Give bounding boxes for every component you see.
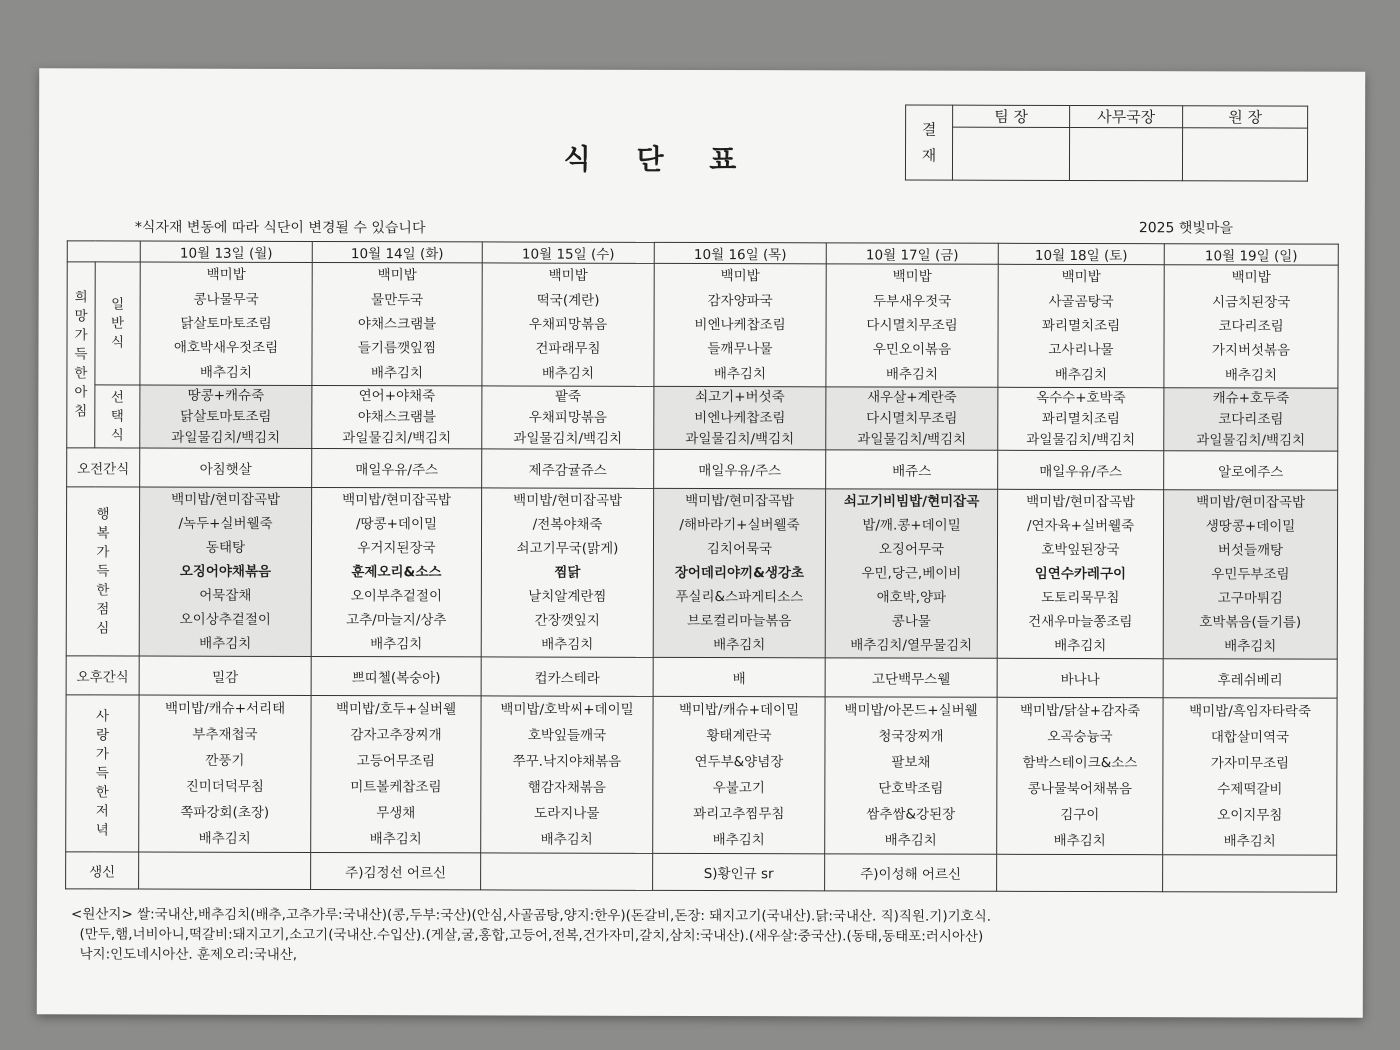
- menu-item: 백미밥: [377, 267, 417, 284]
- menu-item: 백미밥: [720, 268, 760, 285]
- select-menu-cell: [826, 387, 998, 450]
- am_snack-cell: 알로에주스: [1164, 451, 1338, 490]
- menu-item: 백미밥: [892, 268, 932, 285]
- menu-item: 연두부&양념장: [694, 753, 784, 771]
- approval-sign-office-director: [1069, 127, 1182, 180]
- breakfast-general-row: [67, 262, 1338, 388]
- am-snack-label: 오전간식: [67, 448, 140, 487]
- menu-item: 과일물김치/백김치: [857, 431, 967, 448]
- menu-item: 백미밥/호두+실버웰: [335, 701, 457, 718]
- menu-item: 쇠고기무국(맑게): [516, 540, 619, 557]
- menu-item: 들기름깻잎찜: [357, 340, 437, 357]
- menu-item: 백미밥/캐슈+서리태: [164, 700, 286, 717]
- menu-item: 배추김치: [540, 831, 593, 848]
- approval-sign-team-leader: [952, 127, 1069, 180]
- approval-label: [905, 105, 952, 180]
- menu-item: 우민두부조림: [1211, 566, 1290, 583]
- menu-item: 백미밥/현미잡곡밥: [1026, 493, 1136, 511]
- lunch-menu-cell: [481, 488, 653, 657]
- menu-item: 호박잎들깨국: [527, 727, 607, 744]
- menu-item: 우채피망볶음: [528, 409, 607, 426]
- lunch-menu-cell: [1163, 490, 1337, 659]
- menu-item: 새우살+계란죽: [867, 389, 957, 406]
- menu-item: 팥죽: [554, 388, 581, 406]
- breakfast-label: 희 망 가 득 한 아 침: [67, 262, 95, 448]
- menu-item: 배추김치: [1054, 366, 1108, 383]
- birthday-cell: [481, 853, 653, 890]
- menu-item: 건파래무침: [535, 340, 601, 358]
- menu-item: 백미밥/현미잡곡밥: [1196, 494, 1306, 511]
- menu-item: 우채피망볶음: [528, 316, 608, 333]
- menu-item: 무생채: [376, 805, 416, 822]
- general-menu-cell: [1164, 265, 1338, 388]
- am_snack-cell: 아침햇살: [140, 448, 312, 487]
- general-meal-label: 일 반 식: [95, 262, 140, 385]
- day-header: 10월 18일 (토): [998, 243, 1164, 264]
- approval-label-text: 결 재: [921, 120, 937, 165]
- menu-item: 훈제오리&소스: [351, 564, 442, 581]
- menu-item: 들깨무나물: [707, 341, 773, 358]
- menu-item: 꽈리멸치조림: [1041, 410, 1120, 428]
- menu-item: 임연수카레구이: [1034, 565, 1127, 583]
- menu-item: 배추김치: [199, 364, 253, 381]
- menu-item: 배추김치: [1053, 832, 1106, 850]
- menu-item: 배추김치: [885, 366, 939, 383]
- menu-item: 팔보채: [891, 754, 931, 771]
- menu-item: 코다리조림: [1218, 411, 1284, 428]
- menu-item: 쇠고기+버섯죽: [695, 389, 785, 406]
- menu-item: 백미밥/호박씨+데이밀: [500, 701, 634, 718]
- am_snack-cell: 매일우유/주스: [312, 448, 482, 487]
- menu-item: 두부새우젓국: [872, 293, 952, 310]
- am_snack-cell: 제주감귤쥬스: [482, 449, 654, 488]
- menu-item: 김치어묵국: [706, 541, 773, 558]
- menu-item: 과일물김치/백김치: [1196, 431, 1306, 449]
- menu-item: 고추/마늘지/상추: [346, 612, 447, 629]
- menu-item: 호박볶음(들기름): [1199, 614, 1302, 631]
- general-menu-cell: [654, 263, 826, 386]
- birthday-cell: 주)김정선 어르신: [311, 852, 481, 889]
- origin-line: (만두,햄,너비아니,떡갈비:돼지고기,소고기(국내산.수입산).(게살,굴,홍합,고등어,전복,건가자미,갈치,삼치:국내산).(새우살:중국산).(동태,동태포:러시아산): [70, 926, 984, 945]
- facility-name: 2025 햇빛마을: [1138, 220, 1234, 237]
- day-header: 10월 16일 (목): [654, 242, 826, 263]
- pm_snack-cell: 고단백무스웰: [825, 658, 997, 697]
- menu-item: 쪽파강회(초장): [180, 804, 270, 821]
- menu-item: 과일물김치/백김치: [171, 429, 281, 446]
- origin-line: <원산지> 쌀:국내산,배추김치(배추,고추가루:국내산)(콩,두부:국산)(안심,사골곰탕,양지:한우)(돈갈비,돈장: 돼지고기(국내산).닭:국내산. 직)직원.기)기호식.: [71, 906, 992, 925]
- corner-cell: [67, 241, 140, 262]
- lunch-menu-cell: [139, 487, 311, 656]
- menu-item: 배추김치: [199, 635, 252, 652]
- menu-item: 우불고기: [712, 780, 765, 797]
- menu-item: 오이지무침: [1217, 807, 1283, 824]
- menu-item: 배추김치: [369, 831, 422, 848]
- menu-item: 감자양파국: [707, 292, 773, 309]
- menu-item: 과일물김치/백김치: [685, 430, 795, 447]
- select-menu-cell: [998, 387, 1164, 450]
- pm-snack-label: 오후간식: [66, 656, 139, 695]
- menu-item: 쭈꾸.낙지야채볶음: [512, 753, 622, 770]
- approval-box: [905, 105, 1308, 182]
- menu-item: 배추김치: [541, 365, 595, 382]
- menu-item: /전복야채죽: [532, 516, 603, 533]
- menu-item: 오징어야채볶음: [179, 563, 272, 580]
- dinner-label: 사 랑 가 득 한 저 녁: [66, 695, 139, 852]
- am_snack-cell: 매일우유/주스: [654, 449, 826, 488]
- origin-line: 낙지:인도네시아산. 훈제오리:국내산,: [70, 946, 298, 963]
- menu-item: 백미밥: [206, 266, 246, 283]
- menu-item: 땅콩+캐슈죽: [187, 387, 265, 405]
- menu-item: 푸실리&스파게티소스: [675, 588, 804, 606]
- menu-item: 오징어무국: [878, 541, 945, 558]
- birthday-cell: S)황인규 sr: [653, 853, 825, 890]
- menu-item: 백미밥: [1061, 269, 1101, 286]
- select-menu-cell: [1164, 388, 1338, 451]
- menu-item: 배추김치: [1223, 833, 1276, 850]
- menu-item: 배추김치: [198, 830, 251, 847]
- menu-item: 수제떡갈비: [1217, 781, 1283, 798]
- menu-item: 캐슈+호두죽: [1212, 390, 1290, 407]
- approval-sign-director: [1182, 128, 1307, 181]
- menu-item: 함박스테이크&소스: [1022, 754, 1138, 772]
- dinner-menu-cell: [139, 695, 311, 852]
- menu-item: 백미밥/아몬드+실버웰: [844, 702, 978, 719]
- menu-item: /녹두+실버웰죽: [178, 515, 273, 532]
- menu-item: 황태계란국: [706, 728, 772, 745]
- pm_snack-cell: 배: [653, 657, 825, 696]
- menu-item: 백미밥: [548, 267, 588, 284]
- dinner-menu-cell: [997, 697, 1163, 854]
- am-snack-row: [67, 448, 1338, 490]
- approval-role-office-director: 사무국장: [1070, 105, 1183, 127]
- menu-item: 배추김치: [370, 364, 424, 382]
- menu-item: 단호박조림: [878, 780, 944, 797]
- menu-item: 미트볼케찹조림: [350, 779, 442, 796]
- origin-notice: [71, 904, 991, 966]
- menu-item: 도토리묵무침: [1041, 589, 1120, 607]
- menu-item: 야채스크램블: [357, 316, 437, 333]
- menu-item: 부추재첩국: [192, 726, 258, 743]
- breakfast-select-row: [67, 385, 1338, 451]
- menu-item: 고사리나물: [1048, 342, 1114, 359]
- menu-item: 우민오이볶음: [872, 341, 952, 359]
- menu-item: 닭살토마토조림: [180, 315, 272, 332]
- menu-item: 백미밥/현미잡곡밥: [171, 491, 281, 508]
- menu-item: /땅콩+데이밀: [355, 516, 438, 533]
- menu-item: 오이부추겉절이: [350, 588, 443, 605]
- birthday-cell: [997, 854, 1163, 891]
- menu-item: 옥수수+호박죽: [1036, 390, 1126, 407]
- menu-item: 백미밥/현미잡곡밥: [685, 492, 795, 510]
- menu-item: 찜닭: [554, 564, 581, 581]
- menu-item: 우민,당근,베이비: [861, 565, 962, 582]
- general-menu-cell: [140, 262, 312, 385]
- weekly-menu-table: [65, 240, 1339, 892]
- menu-item: 물만두국: [371, 291, 424, 308]
- menu-item: 생땅콩+데이밀: [1205, 518, 1296, 535]
- select-menu-cell: [140, 385, 312, 448]
- menu-item: 브로컬리마늘볶음: [687, 612, 792, 630]
- day-header: 10월 14일 (화): [312, 241, 482, 262]
- menu-item: 콩나물북어채볶음: [1027, 780, 1133, 798]
- menu-item: 동태탕: [205, 539, 246, 556]
- day-header: 10월 17일 (금): [826, 243, 998, 264]
- menu-item: 비엔나케찹조림: [694, 316, 786, 334]
- menu-item: 도라지나물: [534, 805, 600, 822]
- birthday-cell: 주)이성해 어르신: [825, 854, 997, 891]
- menu-item: 닭살토마토조림: [180, 408, 272, 425]
- menu-item: 진미더덕무침: [185, 778, 265, 795]
- menu-item: 야채스크램블: [357, 409, 436, 426]
- menu-item: 오이상추겉절이: [179, 611, 271, 628]
- menu-item: 다시멸치무조림: [866, 410, 958, 427]
- menu-item: 우거지된장국: [357, 540, 436, 557]
- day-header: 10월 19일 (일): [1164, 244, 1338, 265]
- dinner-menu-cell: [825, 697, 997, 854]
- pm-snack-row: [66, 656, 1337, 698]
- menu-item: 감자고추장찌개: [350, 727, 442, 744]
- approval-role-director: 원 장: [1183, 106, 1308, 128]
- menu-item: 백미밥/캐슈+데이밀: [678, 701, 800, 719]
- menu-item: 백미밥/흑임자타락죽: [1189, 703, 1312, 720]
- menu-item: 간장깻잎지: [534, 612, 600, 629]
- general-menu-cell: [826, 264, 998, 387]
- menu-item: 햄감자채볶음: [527, 779, 607, 796]
- menu-item: 김구이: [1060, 806, 1100, 824]
- general-menu-cell: [482, 263, 654, 386]
- menu-item: 배추김치: [541, 636, 594, 653]
- menu-item: 청국장찌개: [878, 728, 944, 745]
- menu-item: 건새우마늘쫑조림: [1028, 613, 1133, 631]
- menu-item: 다시멸치무조림: [866, 317, 958, 334]
- lunch-menu-cell: [825, 489, 997, 658]
- menu-item: 콩나물무국: [193, 291, 259, 308]
- menu-sheet: [37, 68, 1365, 1017]
- birthday-cell: [1163, 855, 1337, 892]
- menu-item: 애호박새우젓조림: [173, 339, 279, 357]
- menu-item: 쇠고기비빔밥/현미잡곡: [843, 493, 980, 510]
- menu-item: 배추김치/열무물김치: [850, 637, 973, 654]
- lunch-row: [66, 487, 1337, 659]
- menu-item: 애호박,양파: [876, 589, 947, 606]
- menu-item: 가자미무조림: [1210, 755, 1290, 772]
- menu-item: 배추김치: [713, 637, 766, 654]
- select-meal-label: 선 택 식: [95, 385, 140, 448]
- menu-item: /해바라기+실버웰죽: [679, 516, 800, 534]
- dinner-menu-cell: [653, 696, 825, 853]
- menu-item: 고등어무조림: [356, 753, 436, 770]
- menu-item: 연어+야채죽: [358, 388, 436, 405]
- menu-item: 백미밥/현미잡곡밥: [342, 492, 452, 509]
- menu-item: 배추김치: [884, 832, 937, 849]
- menu-item: 날치알계란찜: [528, 588, 607, 605]
- menu-item: 가지버섯볶음: [1211, 342, 1291, 359]
- pm_snack-cell: 쁘띠첼(복숭아): [311, 656, 481, 695]
- menu-item: 배추김치: [712, 832, 765, 849]
- dinner-menu-cell: [311, 695, 481, 852]
- day-header: 10월 15일 (수): [482, 242, 654, 263]
- pm_snack-cell: 후레쉬베리: [1163, 659, 1337, 698]
- menu-item: 비엔나케찹조림: [694, 409, 786, 427]
- menu-item: 꽈리고추찜무침: [693, 805, 785, 823]
- menu-item: 떡국(계란): [536, 292, 600, 309]
- menu-item: 배추김치: [1224, 638, 1277, 655]
- select-menu-cell: [654, 386, 826, 449]
- pm_snack-cell: 밀감: [139, 656, 311, 695]
- pm_snack-cell: 컵카스테라: [481, 657, 653, 696]
- day-header: 10월 13일 (월): [140, 241, 312, 262]
- menu-item: 과일물김치/백김치: [1026, 431, 1136, 448]
- menu-item: 장어데리야끼&생강초: [674, 564, 805, 582]
- menu-item: 과일물김치/백김치: [342, 429, 452, 446]
- menu-item: 배추김치: [1224, 367, 1278, 384]
- menu-item: 코다리조림: [1218, 318, 1284, 335]
- menu-item: 버섯들깨탕: [1217, 542, 1284, 559]
- general-menu-cell: [312, 262, 482, 385]
- menu-item: 대합살미역국: [1210, 729, 1290, 746]
- menu-item: 콩나물: [891, 613, 931, 630]
- menu-item: /연자육+실버웰죽: [1026, 517, 1135, 535]
- general-menu-cell: [998, 264, 1164, 387]
- birthday-label: 생신: [66, 852, 139, 889]
- menu-item: 밥/깨.콩+데이밀: [862, 517, 961, 534]
- birthday-row: [66, 852, 1337, 892]
- menu-item: 백미밥/현미잡곡밥: [513, 492, 623, 509]
- change-notice: *식자재 변동에 따라 식단이 변경될 수 있습니다: [134, 219, 426, 237]
- menu-item: 오곡숭늉국: [1047, 728, 1113, 746]
- lunch-menu-cell: [997, 489, 1163, 658]
- menu-item: 고구마튀김: [1217, 590, 1283, 607]
- menu-item: 배추김치: [713, 365, 767, 382]
- dinner-menu-cell: [481, 696, 653, 853]
- am_snack-cell: 매일우유/주스: [998, 450, 1164, 489]
- menu-item: 배추김치: [1054, 637, 1107, 655]
- menu-item: 사골곰탕국: [1048, 293, 1114, 310]
- select-menu-cell: [312, 385, 482, 448]
- am_snack-cell: 배쥬스: [826, 450, 998, 489]
- lunch-menu-cell: [653, 488, 825, 657]
- lunch-label: 행 복 가 득 한 점 심: [66, 487, 139, 656]
- approval-role-team-leader: 팀 장: [953, 105, 1070, 127]
- lunch-menu-cell: [311, 487, 481, 656]
- menu-item: 백미밥/닭살+감자죽: [1019, 702, 1141, 720]
- menu-item: 꽈리멸치조림: [1041, 317, 1121, 335]
- select-menu-cell: [482, 386, 654, 449]
- menu-item: 과일물김치/백김치: [513, 430, 623, 447]
- birthday-cell: [139, 852, 311, 889]
- menu-item: 배추김치: [370, 636, 423, 653]
- dinner-menu-cell: [1163, 698, 1337, 855]
- menu-item: 시금치된장국: [1211, 293, 1291, 311]
- menu-item: 어묵잡채: [199, 587, 252, 604]
- pm_snack-cell: 바나나: [997, 658, 1163, 697]
- page-title: 식 단 표: [563, 142, 755, 177]
- menu-item: 백미밥: [1231, 269, 1271, 286]
- menu-item: 깐풍기: [205, 752, 245, 769]
- menu-item: 쌈추쌈&강된장: [866, 806, 956, 823]
- menu-item: 호박잎된장국: [1041, 541, 1120, 559]
- dinner-row: [66, 695, 1337, 855]
- day-header-row: [67, 241, 1338, 265]
